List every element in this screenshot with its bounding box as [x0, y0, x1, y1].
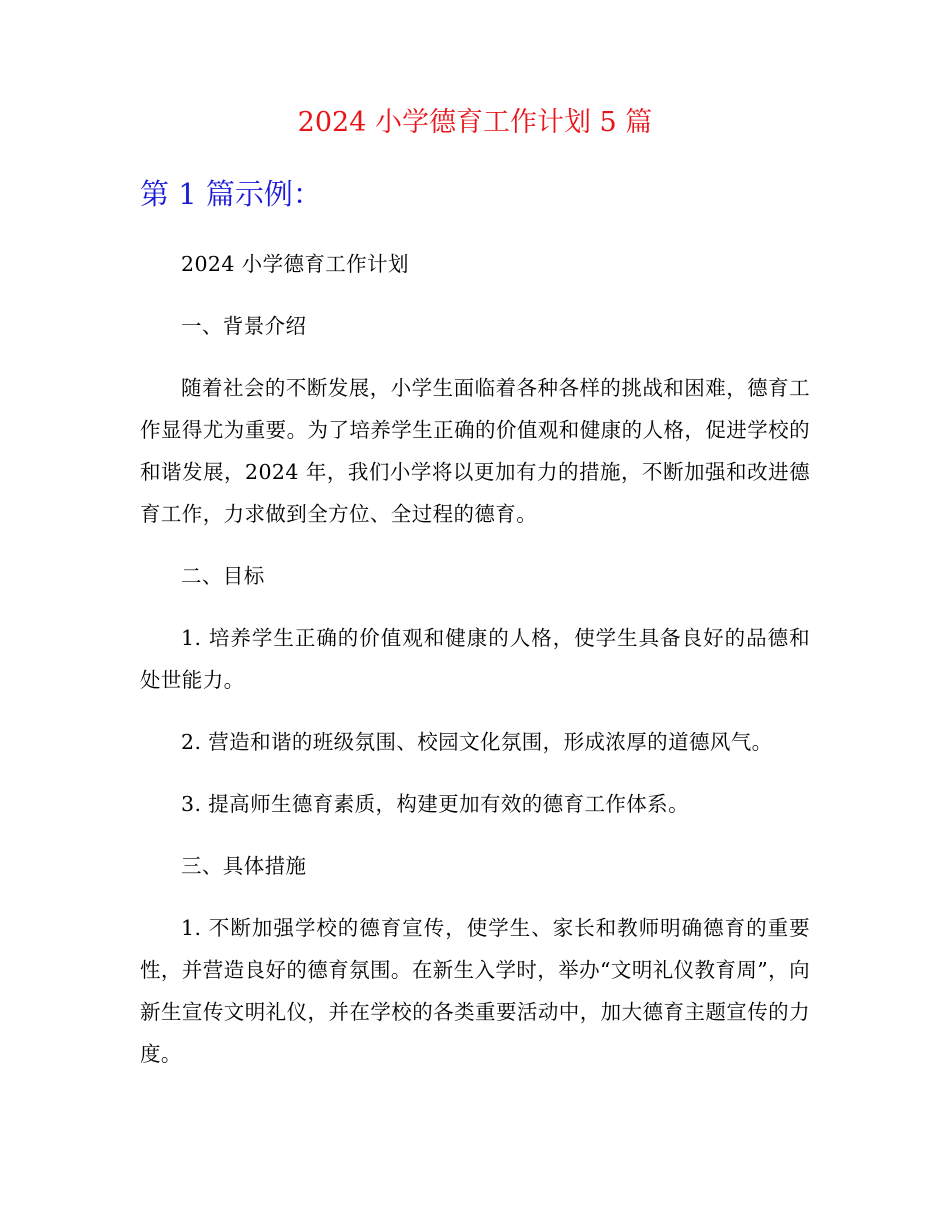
section-heading: 第 1 篇示例： — [140, 177, 322, 211]
heading-background: 一、背景介绍 — [181, 314, 307, 338]
document-body — [140, 243, 810, 1095]
goal-item-1: 1. 培养学生正确的价值观和健康的人格，使学生具备良好的品德和处世能力。 — [140, 626, 810, 692]
goal-item-2: 2. 营造和谐的班级氛围、校园文化氛围，形成浓厚的道德风气。 — [181, 730, 773, 754]
heading-goals: 二、目标 — [181, 564, 265, 588]
measure-item-1: 1. 不断加强学校的德育宣传，使学生、家长和教师明确德育的重要性，并营造良好的德育氛围。在新生入学时，举办“文明礼仪教育周”，向新生宣传文明礼仪，并在学校的各类重要活动中，加大德育主题宣传的力度。 — [140, 916, 810, 1066]
document-title: 2024 小学德育工作计划 5 篇 — [297, 107, 653, 138]
goal-item-3: 3. 提高师生德育素质，构建更加有效的德育工作体系。 — [181, 792, 689, 816]
paragraph-background: 随着社会的不断发展，小学生面临着各种各样的挑战和困难，德育工作显得尤为重要。为了培养学生正确的价值观和健康的人格，促进学校的和谐发展，2024 年，我们小学将以更加有力的措施，不断加强和改进德育工作，力求做到全方位、全过程的德育。 — [140, 376, 810, 526]
heading-measures: 三、具体措施 — [181, 854, 307, 878]
plan-title-paragraph: 2024 小学德育工作计划 — [181, 252, 409, 276]
